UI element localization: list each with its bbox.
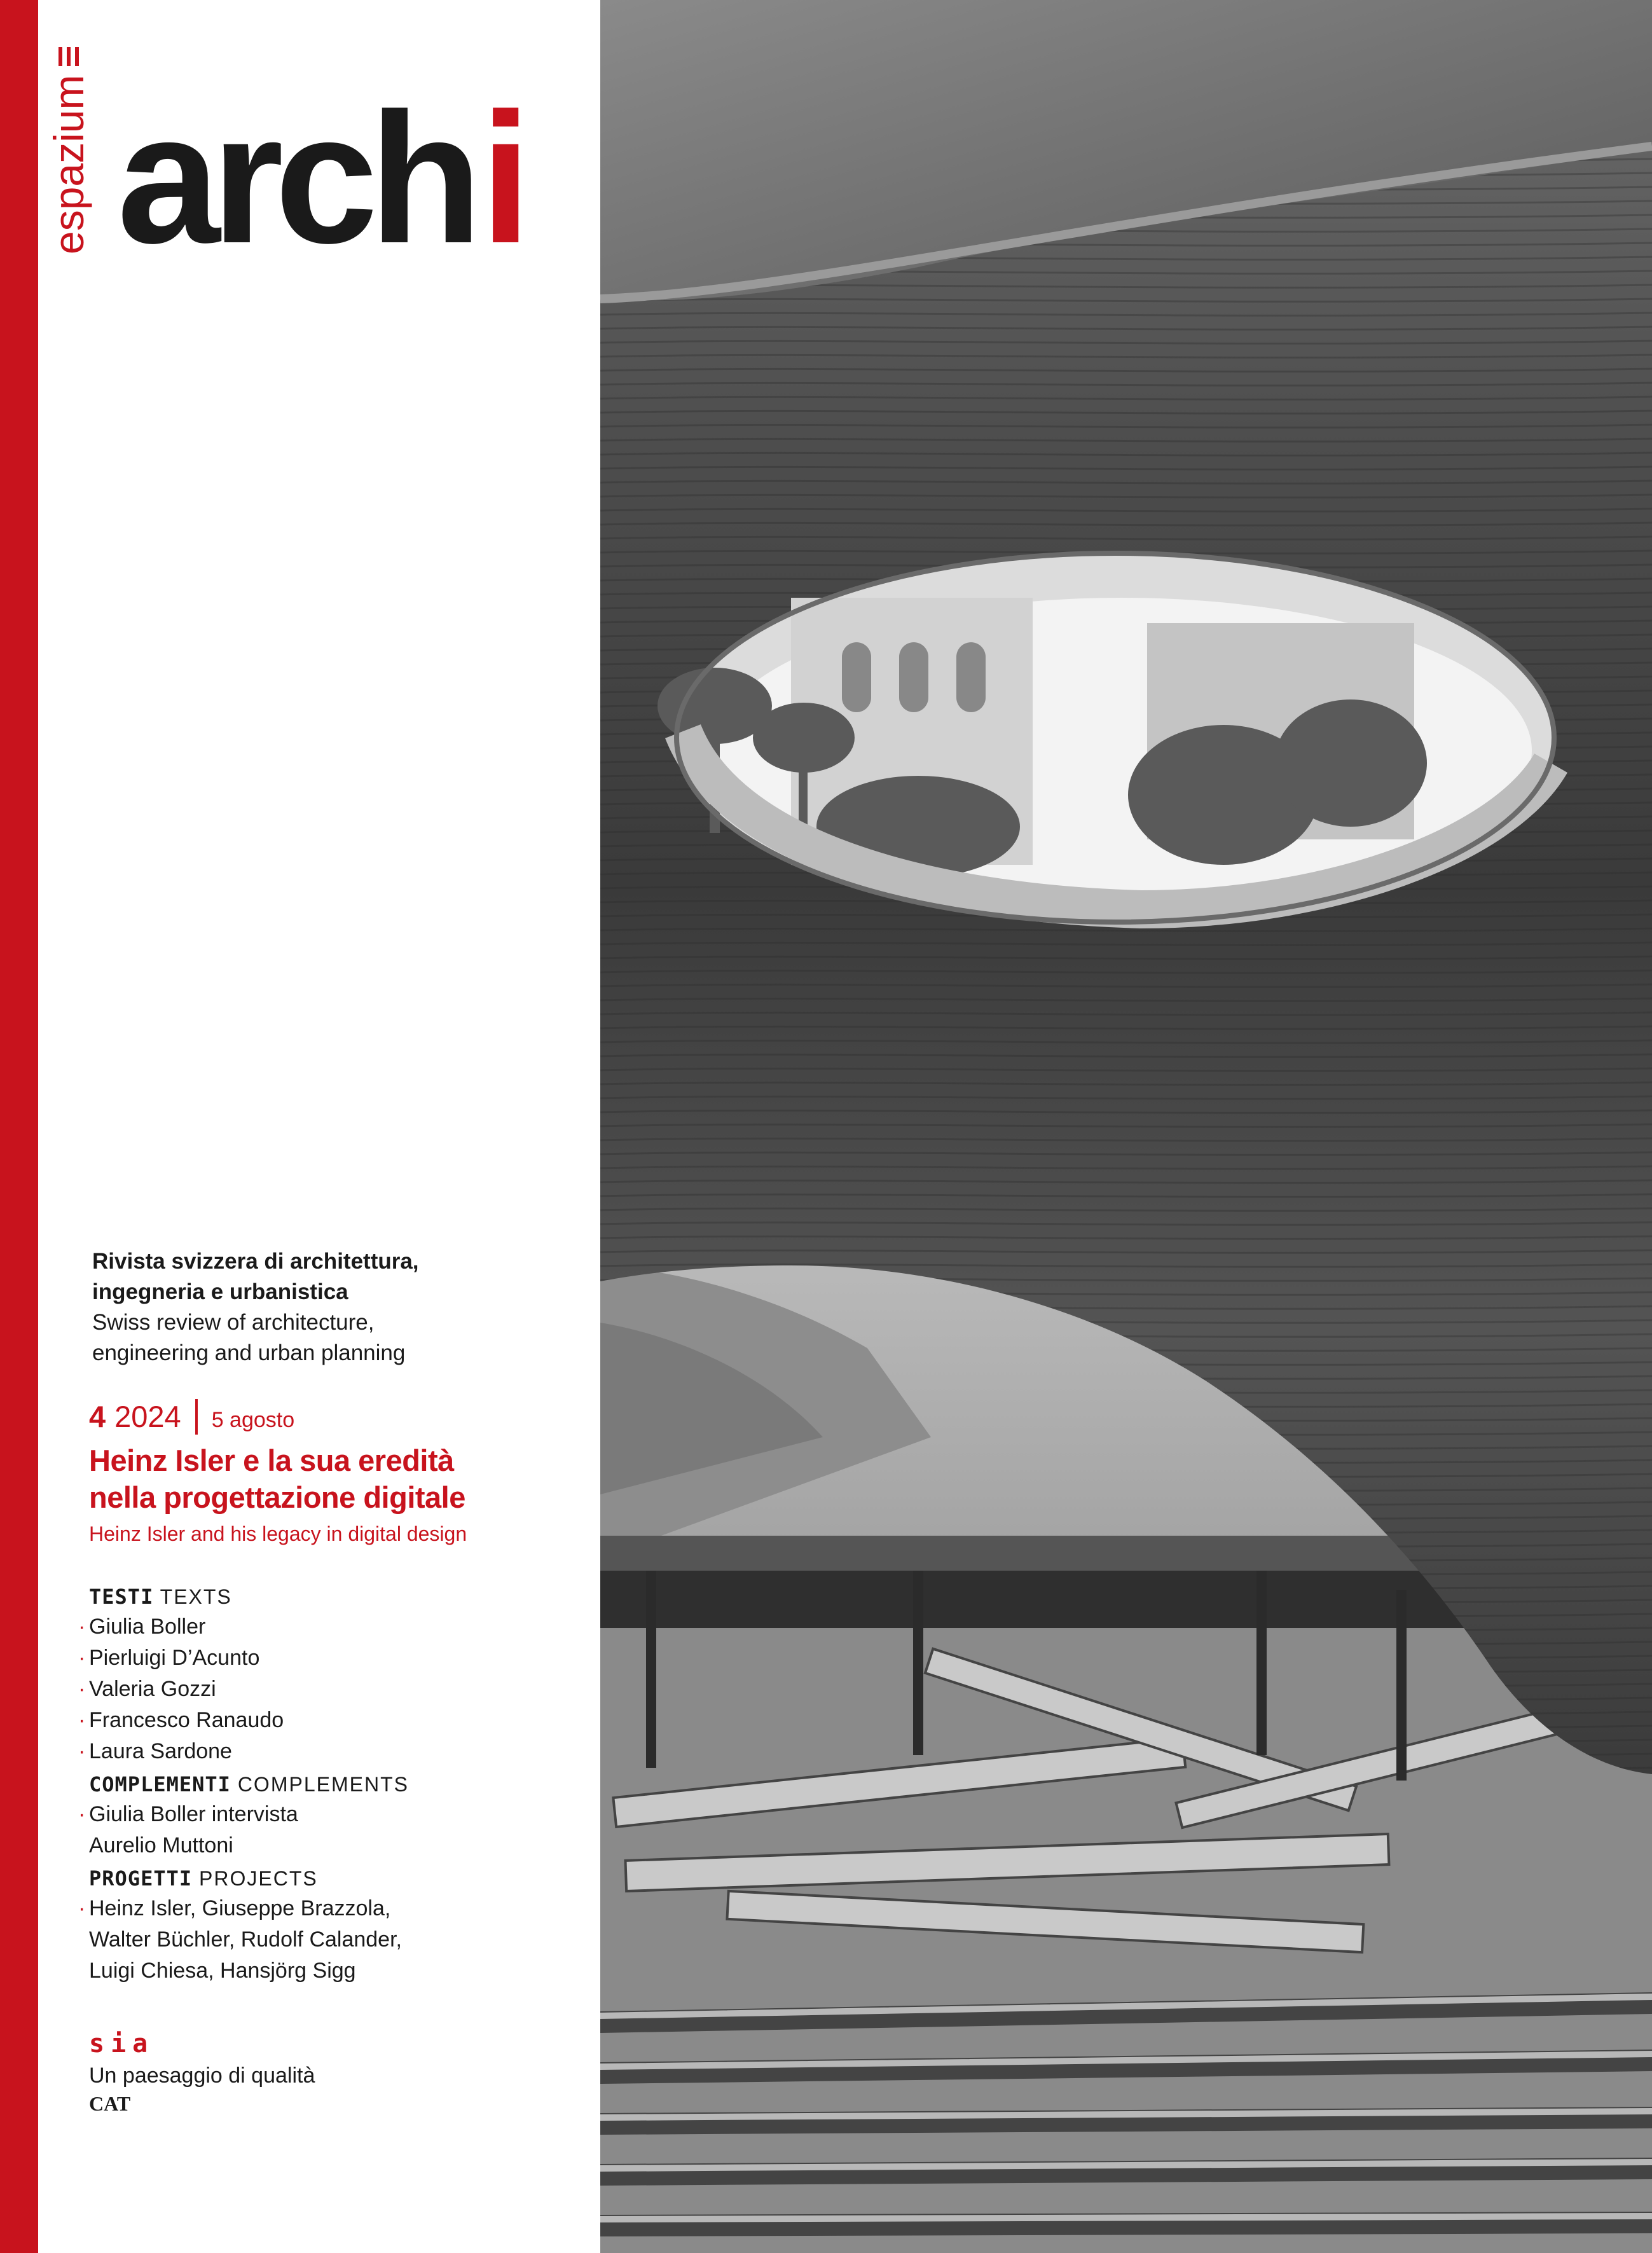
masthead-black: arch	[117, 74, 474, 282]
issue-number: 4	[89, 1400, 106, 1433]
cat-logo: CAT	[89, 2092, 131, 2115]
issue-title-en: Heinz Isler and his legacy in digital design	[89, 1522, 467, 1545]
section-head-texts: TESTI TEXTS	[89, 1585, 232, 1609]
issue-separator	[195, 1399, 198, 1435]
list-item: Laura Sardone	[89, 1739, 232, 1763]
list-item: Giulia Boller intervista	[89, 1802, 298, 1826]
issue-title-it	[89, 1442, 591, 1516]
red-spine-bar	[0, 0, 38, 2253]
list-item: Francesco Ranaudo	[89, 1708, 284, 1732]
issue-year: 2024	[114, 1400, 181, 1433]
issue-title-it-line2: nella progettazione digitale	[89, 1480, 465, 1514]
issue-line	[89, 1399, 294, 1435]
table-of-contents	[89, 1582, 591, 1987]
list-item: Luigi Chiesa, Hansjörg Sigg	[89, 1959, 356, 1983]
tagline-en-line2: engineering and urban planning	[92, 1340, 406, 1365]
list-item: Giulia Boller	[89, 1615, 206, 1639]
issue-date: 5 agosto	[211, 1408, 295, 1432]
list-item: Heinz Isler, Giuseppe Brazzola,	[89, 1896, 391, 1920]
tagline-it-line1: Rivista svizzera di architettura,	[92, 1249, 419, 1274]
masthead-archi	[117, 74, 532, 282]
issue-title-it-line1: Heinz Isler e la sua eredità	[89, 1443, 454, 1477]
cover-photo-concrete-shell	[600, 0, 1652, 2253]
list-item: Walter Büchler, Rudolf Calander,	[89, 1927, 402, 1952]
tagline-en-line1: Swiss review of architecture,	[92, 1310, 375, 1335]
section-head-complements: COMPLEMENTI COMPLEMENTS	[89, 1772, 409, 1796]
espazium-logo	[43, 57, 94, 254]
masthead-red: i	[479, 74, 532, 282]
tagline-it-line2: ingegneria e urbanistica	[92, 1279, 348, 1304]
sia-text: Un paesaggio di qualità	[89, 2064, 315, 2088]
list-item: Pierluigi D’Acunto	[89, 1646, 260, 1670]
sia-logo: sia	[89, 2029, 155, 2058]
list-item: Aurelio Muttoni	[89, 1833, 233, 1857]
tagline	[92, 1246, 575, 1368]
espazium-lines-icon	[59, 47, 79, 66]
espazium-wordmark: espazium	[45, 74, 92, 254]
section-head-projects: PROGETTI PROJECTS	[89, 1866, 318, 1891]
sia-section	[89, 2027, 591, 2116]
list-item: Valeria Gozzi	[89, 1677, 216, 1701]
